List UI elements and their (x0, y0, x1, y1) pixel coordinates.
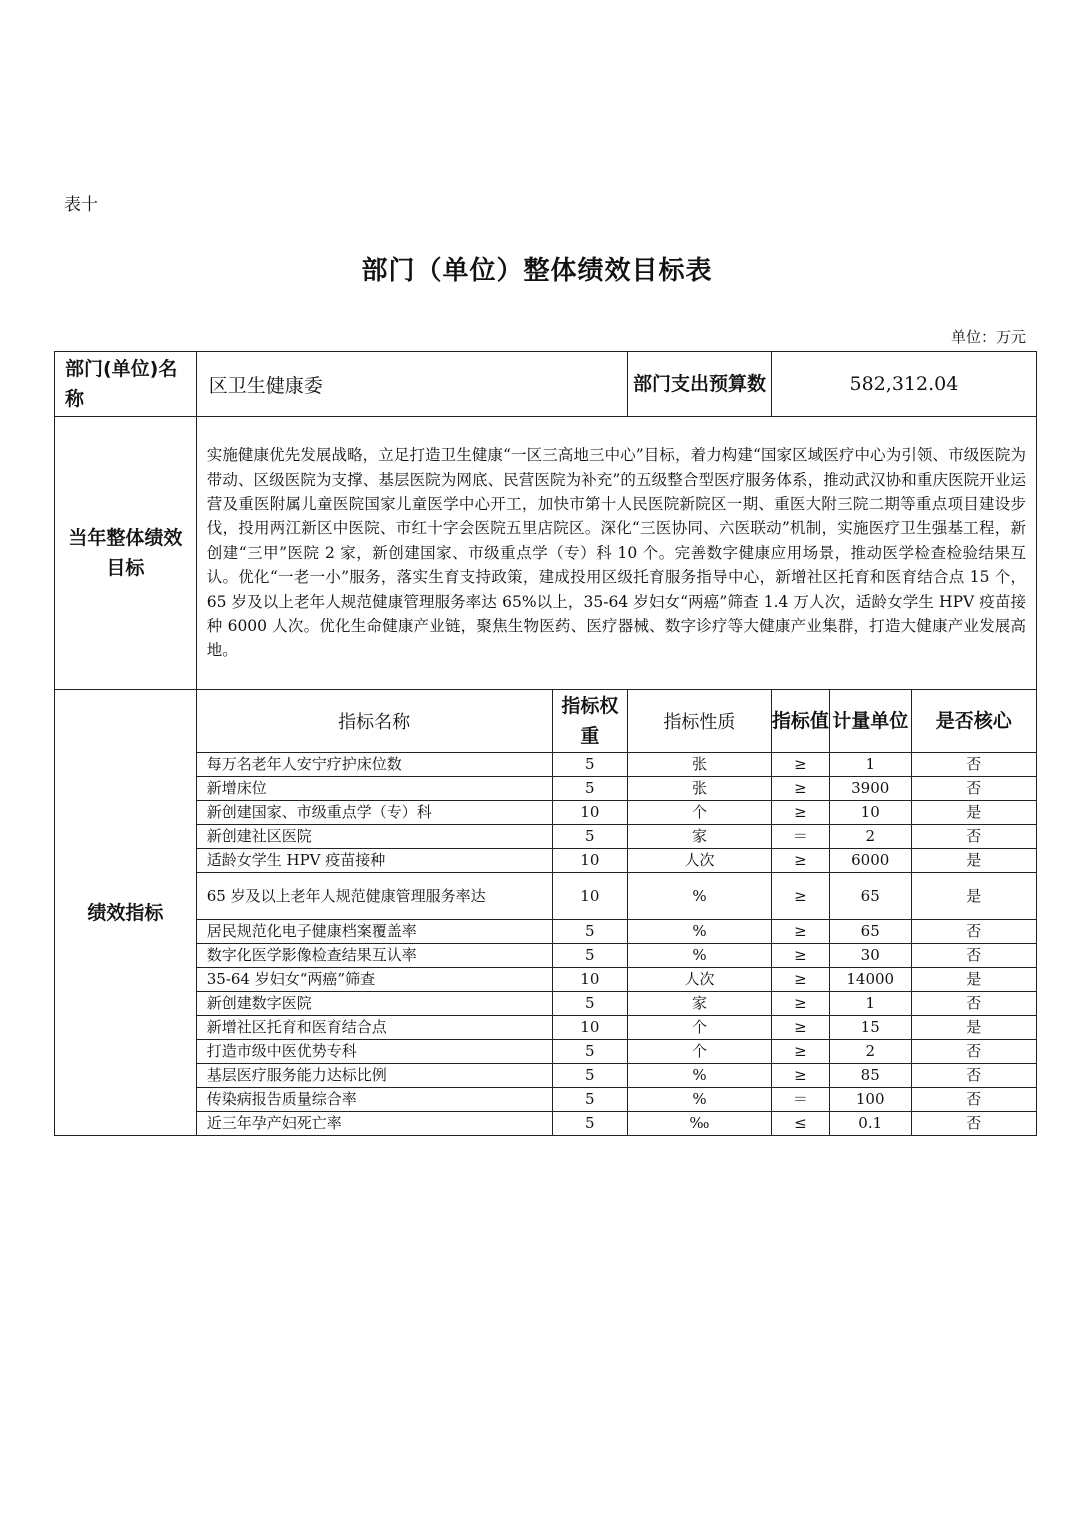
indicator-is-core: 否 (911, 992, 1037, 1016)
dept-row (55, 352, 1037, 417)
table-row (55, 1088, 1037, 1112)
indicator-is-core: 否 (911, 944, 1037, 968)
indicator-operator: ≥ (771, 849, 829, 873)
dept-name-value: 区卫生健康委 (196, 352, 627, 417)
indicator-value: 15 (829, 1016, 911, 1040)
indicator-name: 65 岁及以上老年人规范健康管理服务率达 (196, 873, 552, 920)
indicator-operator: ≥ (771, 1040, 829, 1064)
budget-label: 部门支出预算数 (628, 352, 772, 417)
indicator-nature: 家 (628, 825, 772, 849)
goal-row (55, 417, 1037, 690)
indicator-operator: ≥ (771, 1016, 829, 1040)
indicator-nature: % (628, 1088, 772, 1112)
header-indicator-value: 指标值 (771, 690, 829, 753)
performance-goal-table (54, 351, 1037, 1136)
indicator-is-core: 否 (911, 920, 1037, 944)
indicator-value: 85 (829, 1064, 911, 1088)
indicator-value: 10 (829, 801, 911, 825)
indicator-nature: 张 (628, 777, 772, 801)
header-indicator-weight: 指标权重 (552, 690, 627, 753)
indicator-value: 3900 (829, 777, 911, 801)
table-row (55, 1112, 1037, 1136)
indicator-weight: 5 (552, 944, 627, 968)
indicator-weight: 5 (552, 1112, 627, 1136)
indicator-is-core: 否 (911, 777, 1037, 801)
indicator-nature: % (628, 873, 772, 920)
indicator-value: 0.1 (829, 1112, 911, 1136)
indicator-operator: ≥ (771, 920, 829, 944)
indicator-name: 新创建国家、市级重点学（专）科 (196, 801, 552, 825)
indicator-name: 近三年孕产妇死亡率 (196, 1112, 552, 1136)
indicator-weight: 5 (552, 1040, 627, 1064)
table-row (55, 801, 1037, 825)
annual-goal-label: 当年整体绩效目标 (55, 417, 197, 690)
indicator-name: 打造市级中医优势专科 (196, 1040, 552, 1064)
page-title: 部门（单位）整体绩效目标表 (361, 256, 713, 286)
indicator-weight: 5 (552, 825, 627, 849)
indicator-operator: ≥ (771, 753, 829, 777)
indicator-name: 基层医疗服务能力达标比例 (196, 1064, 552, 1088)
table-number-label: 表十 (64, 195, 98, 215)
indicator-nature: % (628, 944, 772, 968)
indicator-name: 新创建数字医院 (196, 992, 552, 1016)
indicator-name: 传染病报告质量综合率 (196, 1088, 552, 1112)
table-row (55, 968, 1037, 992)
indicator-name: 适龄女学生 HPV 疫苗接种 (196, 849, 552, 873)
header-indicator-name: 指标名称 (196, 690, 552, 753)
indicator-operator: ≥ (771, 873, 829, 920)
indicator-value: 2 (829, 1040, 911, 1064)
indicator-header-row (55, 690, 1037, 753)
indicator-is-core: 是 (911, 1016, 1037, 1040)
indicator-operator: ≥ (771, 801, 829, 825)
indicator-operator: ≥ (771, 992, 829, 1016)
indicator-operator: ≥ (771, 944, 829, 968)
indicator-nature: % (628, 920, 772, 944)
indicator-weight: 10 (552, 849, 627, 873)
indicator-is-core: 是 (911, 849, 1037, 873)
indicator-nature: 个 (628, 1016, 772, 1040)
indicator-operator: ≥ (771, 1064, 829, 1088)
indicator-value: 1 (829, 753, 911, 777)
indicator-weight: 5 (552, 920, 627, 944)
indicator-value: 1 (829, 992, 911, 1016)
indicator-nature: ‰ (628, 1112, 772, 1136)
indicator-weight: 5 (552, 777, 627, 801)
table-row (55, 1016, 1037, 1040)
indicator-value: 100 (829, 1088, 911, 1112)
indicator-value: 65 (829, 873, 911, 920)
table-row (55, 944, 1037, 968)
indicator-value: 30 (829, 944, 911, 968)
indicator-weight: 10 (552, 873, 627, 920)
table-row (55, 1064, 1037, 1088)
indicator-weight: 5 (552, 1088, 627, 1112)
indicator-weight: 5 (552, 1064, 627, 1088)
indicator-is-core: 否 (911, 1040, 1037, 1064)
indicator-weight: 5 (552, 992, 627, 1016)
indicator-is-core: 否 (911, 825, 1037, 849)
indicator-name: 居民规范化电子健康档案覆盖率 (196, 920, 552, 944)
indicator-name: 新增社区托育和医育结合点 (196, 1016, 552, 1040)
table-row (55, 992, 1037, 1016)
indicator-value: 14000 (829, 968, 911, 992)
indicator-nature: 个 (628, 1040, 772, 1064)
indicators-section-label: 绩效指标 (55, 690, 197, 1136)
indicator-is-core: 是 (911, 968, 1037, 992)
indicator-nature: 家 (628, 992, 772, 1016)
indicator-is-core: 否 (911, 753, 1037, 777)
table-row (55, 777, 1037, 801)
indicator-is-core: 是 (911, 873, 1037, 920)
indicator-name: 新创建社区医院 (196, 825, 552, 849)
indicator-name: 数字化医学影像检查结果互认率 (196, 944, 552, 968)
indicator-weight: 10 (552, 801, 627, 825)
indicator-operator: ≤ (771, 1112, 829, 1136)
currency-unit-label: 单位：万元 (950, 328, 1026, 346)
table-row (55, 849, 1037, 873)
indicator-value: 2 (829, 825, 911, 849)
indicator-weight: 10 (552, 968, 627, 992)
header-indicator-nature: 指标性质 (628, 690, 772, 753)
dept-name-label: 部门(单位)名称 (55, 352, 197, 417)
indicator-is-core: 否 (911, 1064, 1037, 1088)
indicator-nature: 人次 (628, 968, 772, 992)
table-row (55, 825, 1037, 849)
indicator-operator: ＝ (771, 825, 829, 849)
indicator-name: 每万名老年人安宁疗护床位数 (196, 753, 552, 777)
indicator-operator: ≥ (771, 777, 829, 801)
indicator-name: 35-64 岁妇女“两癌”筛查 (196, 968, 552, 992)
annual-goal-text: 实施健康优先发展战略，立足打造卫生健康“一区三高地三中心”目标，着力构建“国家区域医疗中心为引领、市级医院为带动、区级医院为支撑、基层医院为网底、民营医院为补充”的五级整合型医疗服务体系，推动武汉协和重庆医院开业运营及重医附属儿童医院国家儿童医学中心开工，加快市第十人民医院新院区一期、重医大附三院二期等重点项目建设步伐，投用两江新区中医院、市红十字会医院五里店院区。深化“三医协同、六医联动”机制，实施医疗卫生强基工程，新创建“三甲”医院 2 家，新创建国家、市级重点学（专）科 10 个。完善数字健康应用场景，推动医学检查检验结果互认。优化“一老一小”服务，落实生育支持政策，建成投用区级托育服务指导中心，新增社区托育和医育结合点 15 个，65 岁及以上老年人规范健康管理服务率达 65%以上，35-64 岁妇女“两癌”筛查 1.4 万人次，适龄女学生 HPV 疫苗接种 6000 人次。优化生命健康产业链，聚焦生物医药、医疗器械、数字诊疗等大健康产业集群，打造大健康产业发展高地。 (196, 417, 1036, 690)
indicator-value: 6000 (829, 849, 911, 873)
indicator-is-core: 是 (911, 801, 1037, 825)
indicator-operator: ＝ (771, 1088, 829, 1112)
table-row (55, 920, 1037, 944)
indicator-is-core: 否 (911, 1112, 1037, 1136)
indicator-is-core: 否 (911, 1088, 1037, 1112)
indicator-weight: 5 (552, 753, 627, 777)
table-row (55, 873, 1037, 920)
indicator-operator: ≥ (771, 968, 829, 992)
table-row (55, 753, 1037, 777)
indicator-weight: 10 (552, 1016, 627, 1040)
indicator-nature: 张 (628, 753, 772, 777)
indicator-nature: 人次 (628, 849, 772, 873)
indicator-value: 65 (829, 920, 911, 944)
header-measure-unit: 计量单位 (829, 690, 911, 753)
budget-value: 582,312.04 (771, 352, 1036, 417)
header-is-core: 是否核心 (911, 690, 1037, 753)
table-row (55, 1040, 1037, 1064)
indicator-name: 新增床位 (196, 777, 552, 801)
indicator-nature: % (628, 1064, 772, 1088)
indicator-nature: 个 (628, 801, 772, 825)
